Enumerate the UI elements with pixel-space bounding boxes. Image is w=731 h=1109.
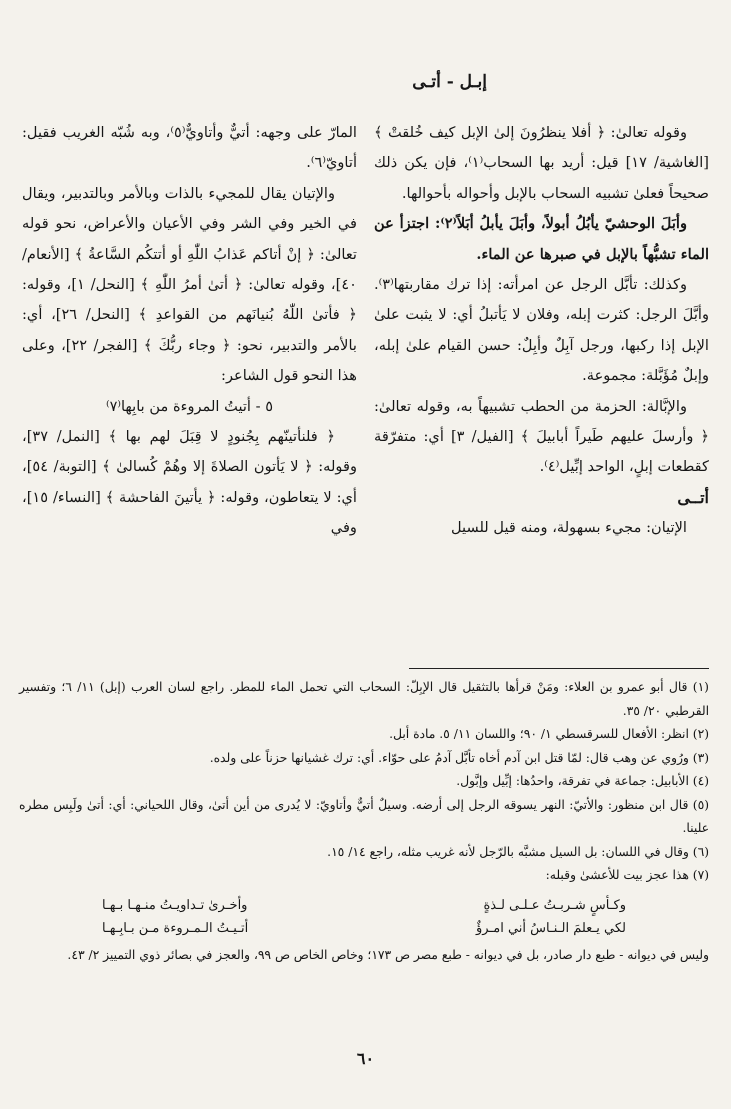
footnotes	[19, 676, 709, 967]
footnote: (٣) ورُوي عن وهب قال: لمّا قتل ابن آدم أخاه تأبَّل آدمُ على حوّاء. أي: ترك غشيانها حزناً على ولده.	[209, 750, 709, 765]
paragraph: والإتيان يقال للمجيء بالذات وبالأمر وبالتدبير، ويقال في الخير وفي الشر وفي الأعيان والأعراض، نحو قوله تعالىٰ: ﴿ إنْ أتاكم عَذابُ اللّٰهِ أو أتتكُم السَّاعةُ ﴾ [الأنعام/ ٤٠]، وقوله تعالىٰ: ﴿ أتىٰ أمرُ اللّٰهِ ﴾ [النحل/ ١]، وقوله: ﴿ فأتىٰ اللّٰهُ بُنيانَهم من القواعدِ ﴾ [النحل/ ٢٦]، أي: بالأمر والتدبير، نحو: ﴿ وجاء ربُّكَ ﴾ [الفجر/ ٢٢]، وعلى هذا النحو قول الشاعر:	[22, 184, 358, 385]
paragraph: الإتيان: مجيء بسهولة، ومنه قيل للسيل	[451, 519, 687, 537]
second-hemistich: أتـيـتُ الـمـروءة مـن بـابِـهـا	[102, 920, 249, 936]
paragraph: وقوله تعالىٰ: ﴿ أفلا ينظرُونَ إلىٰ الإبل كيف خُلقتْ ﴾ [الغاشية/ ١٧] قيل: أريد بها السحاب⁽١⁾، فإن يكن ذلك صحيحاً فعلىٰ تشبيه السحاب بالإبل وأحواله بأحوالها.	[374, 124, 709, 202]
poem-line	[84, 917, 644, 940]
left-column	[22, 118, 357, 544]
paragraph: والإبَّالة: الحزمة من الحطب تشبيهاً به، وقوله تعالىٰ: ﴿ وأرسلَ عليهم طَيراً أبابيلَ ﴾ [الفيل/ ٣] أي: متفرّقة كقطعات إبلٍ، الواحد إبِّيل⁽٤⁾.	[374, 397, 709, 476]
footnote: وليس في ديوانه - طبع دار صادر، بل في ديوانه - طبع مصر ص ١٧٣؛ وخاص الخاص ص ٩٩، والعجز في بصائر ذوي التمييز ٢/ ٤٣.	[67, 947, 709, 962]
running-header: إبـل - أتـى	[412, 72, 487, 92]
first-hemistich: لكي يـعلمَ الـنـاسُ أني امـرؤٌ	[475, 920, 626, 936]
poem-table	[84, 894, 644, 940]
second-hemistich: وأخـرىٰ تـداويـتُ منـهـا بـهـا	[102, 897, 248, 913]
footnote: (٤) الأبابيل: جماعة في تفرقة، واحدُها: إبِّيل وإبَّول.	[456, 774, 709, 788]
paragraph: ﴿ فلنأتينّهم بِجُنودٍ لا قِبَلَ لهم بها ﴾ [النمل/ ٣٧]، وقوله: ﴿ لا يَأتون الصلاةَ إلا وهُمْ كُسالىٰ ﴾ [التوبة/ ٥٤]، أي: لا يتعاطون، وقوله: ﴿ يأتينَ الفاحشة ﴾ [النساء/ ١٥]، وفي	[22, 428, 357, 537]
footnote: (٦) وقال في اللسان: بل السيل مشبَّه بالرّجل لأنه غريب مثله، راجع ١٤/ ١٥.	[327, 844, 709, 859]
paragraph: وكذلك: تأبَّل الرجل عن امرأته: إذا ترك مقاربتها⁽٣⁾. وأبَّلَ الرجل: كثرت إبله، وفلان لا يَأتبلُ أي: لا يثبت علىٰ الإبل إذا ركبها، ورجل آبِلٌ وأبِلٌ: حسن القيام علىٰ إبله، وإبلٌ مُؤَبَّلة: مجموعة.	[374, 276, 709, 385]
paragraph: المارّ على وجهه: أتيٌّ وأتاويٌّ⁽٥⁾، وبه شُبّه الغريب فقيل: أتاويّ⁽٦⁾.	[22, 124, 357, 172]
poem-verse: ٥ - أتيتُ المروءة من بابِها⁽٧⁾	[105, 397, 274, 415]
footnote-divider	[409, 668, 709, 669]
page-number: ٦٠	[356, 1049, 375, 1068]
footnote: (٢) انظر: الأفعال للسرقسطي ١/ ٩٠؛ واللسان ١١/ ٥. مادة أبل.	[389, 727, 709, 741]
footnote: (٥) قال ابن منظور: والأتيّ: النهر يسوقه الرجل إلى أرضه. وسيلٌ أتيٌّ وأتاويّ: لا يُدرى من أين أتىٰ، وقال اللحياني: أي: أتىٰ ولَبِس مطره علينا.	[19, 797, 709, 835]
footnote: (٧) هذا عجز بيت للأعشىٰ وقبله:	[545, 868, 709, 882]
paragraph: وأبَلَ الوحشيّ يأبُلُ أبولاً، وأبَلَ يأبلُ أبَلاً⁽٢⁾: اجتزأ عن الماء تشبُّهاً بالإبل في صبرها عن الماء.	[374, 215, 709, 263]
footnote: (١) قال أبو عمرو بن العلاء: ومَنْ قرأها بالتثقيل قال الإبِلّ: السحاب التي تحمل الماء للمطر. راجع لسان العرب (إبل) ١١/ ٦؛ وتفسير القرطبي ٢٠/ ٣٥.	[19, 680, 709, 718]
first-hemistich: وكـأسٍ شـربـتُ عـلـى لـذةٍ	[483, 897, 626, 913]
right-column	[374, 118, 709, 544]
entry-heading: أتــى	[677, 487, 709, 507]
poem-line	[84, 894, 644, 917]
